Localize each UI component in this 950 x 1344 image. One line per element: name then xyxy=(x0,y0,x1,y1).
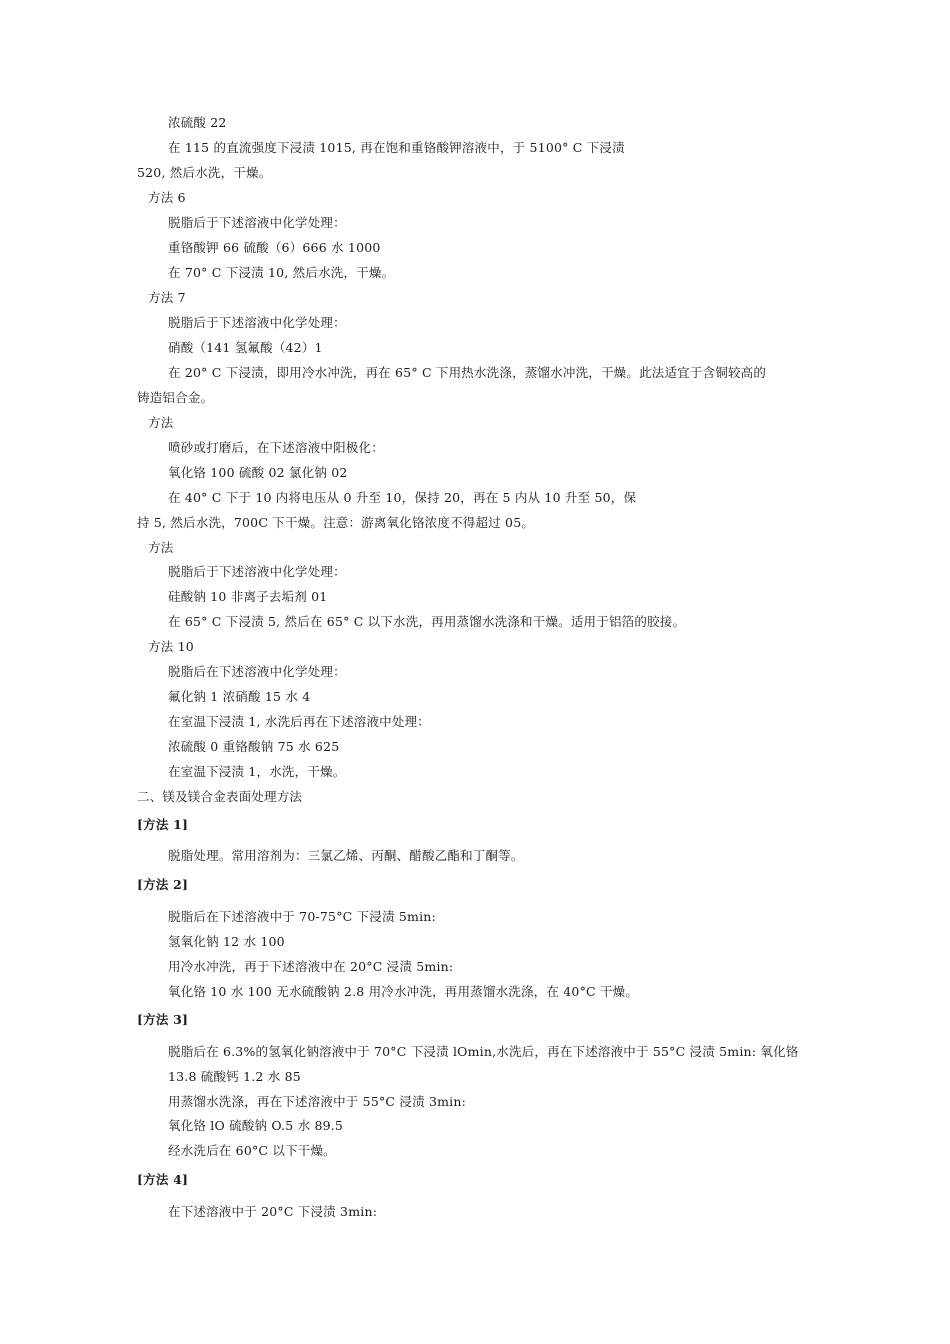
text-line: 硅酸钠 10 非离子去垢剂 01 xyxy=(168,589,328,604)
text-line: 在下述溶液中于 20°C 下浸渍 3min: xyxy=(168,1204,378,1219)
text-line: 持 5, 然后水洗，700C 下干燥。注意：游离氧化铬浓度不得超过 05。 xyxy=(137,515,535,530)
text-line: 喷砂或打磨后，在下述溶液中阳极化： xyxy=(168,440,384,455)
text-line: 脱脂后于下述溶液中化学处理： xyxy=(168,315,346,330)
method-heading: 方法 7 xyxy=(148,290,186,305)
text-line: 氧化铬 lO 硫酸钠 O.5 水 89.5 xyxy=(168,1118,344,1133)
text-line: 氢氧化钠 12 水 100 xyxy=(168,934,285,949)
text-line: 经水洗后在 60°C 以下干燥。 xyxy=(168,1143,336,1158)
text-line: 氧化铬 10 水 100 无水硫酸钠 2.8 用冷水冲洗，再用蒸馏水洗涤，在 40°C 干燥。 xyxy=(168,984,639,999)
text-line: 在 115 的直流强度下浸渍 1015, 再在饱和重铬酸钾溶液中，于 5100° C 下浸渍 xyxy=(168,140,625,155)
text-line: 在 70° C 下浸渍 10, 然后水洗，干燥。 xyxy=(168,265,395,280)
text-line: 脱脂后于下述溶液中化学处理： xyxy=(168,564,346,579)
method-heading: [方法 2] xyxy=(137,877,189,892)
text-line: 硝酸（141 氢氟酸（42）1 xyxy=(168,340,323,355)
text-line: 在室温下浸渍 1, 水洗后再在下述溶液中处理： xyxy=(168,714,430,729)
text-line: 脱脂后在下述溶液中化学处理： xyxy=(168,664,346,679)
text-line: 在室温下浸渍 1，水洗，干燥。 xyxy=(168,764,346,779)
text-line: 氟化钠 1 浓硝酸 15 水 4 xyxy=(168,689,311,704)
text-line: 浓硫酸 0 重铬酸钠 75 水 625 xyxy=(168,739,340,754)
text-line: 脱脂处理。常用溶剂为：三氯乙烯、丙酮、醋酸乙酯和丁酮等。 xyxy=(168,848,524,863)
method-heading: 方法 10 xyxy=(148,639,194,654)
text-line: 氧化铬 100 硫酸 02 氯化钠 02 xyxy=(168,465,348,480)
text-line: 在 40° C 下于 10 内将电压从 0 升至 10，保持 20，再在 5 内从 10 升至 50，保 xyxy=(168,490,637,505)
method-heading: [方法 1] xyxy=(137,817,189,832)
text-line: 脱脂后在下述溶液中于 70-75°C 下浸渍 5min: xyxy=(168,909,436,924)
method-heading: 方法 6 xyxy=(148,190,186,205)
text-line: 13.8 硫酸钙 1.2 水 85 xyxy=(168,1069,301,1084)
text-line: 在 20° C 下浸渍，即用冷水冲洗，再在 65° C 下用热水洗涤，蒸馏水冲洗，干燥。此法适宜于含铜较高的 xyxy=(168,365,767,380)
method-heading: [方法 3] xyxy=(137,1012,189,1027)
text-line: 脱脂后在 6.3%的氢氧化钠溶液中于 70°C 下浸渍 lOmin,水洗后，再在下述溶液中于 55°C 浸渍 5min: 氧化铬 xyxy=(168,1044,799,1059)
text-line: 脱脂后于下述溶液中化学处理： xyxy=(168,215,346,230)
method-heading: 方法 xyxy=(148,540,174,555)
method-heading: 方法 xyxy=(148,415,174,430)
text-line: 在 65° C 下浸渍 5, 然后在 65° C 以下水洗，再用蒸馏水洗涤和干燥。适用于铝箔的胶接。 xyxy=(168,614,686,629)
text-line: 用冷水冲洗，再于下述溶液中在 20°C 浸渍 5min: xyxy=(168,959,454,974)
section-heading: 二、镁及镁合金表面处理方法 xyxy=(137,789,303,804)
method-heading: [方法 4] xyxy=(137,1172,189,1187)
text-line: 用蒸馏水洗涤，再在下述溶液中于 55°C 浸渍 3min: xyxy=(168,1094,467,1109)
text-line: 铸造铝合金。 xyxy=(137,390,214,405)
text-line: 520, 然后水洗，干燥。 xyxy=(137,165,272,180)
text-line: 浓硫酸 22 xyxy=(168,115,227,130)
text-line: 重铬酸钾 66 硫酸（6）666 水 1000 xyxy=(168,240,381,255)
